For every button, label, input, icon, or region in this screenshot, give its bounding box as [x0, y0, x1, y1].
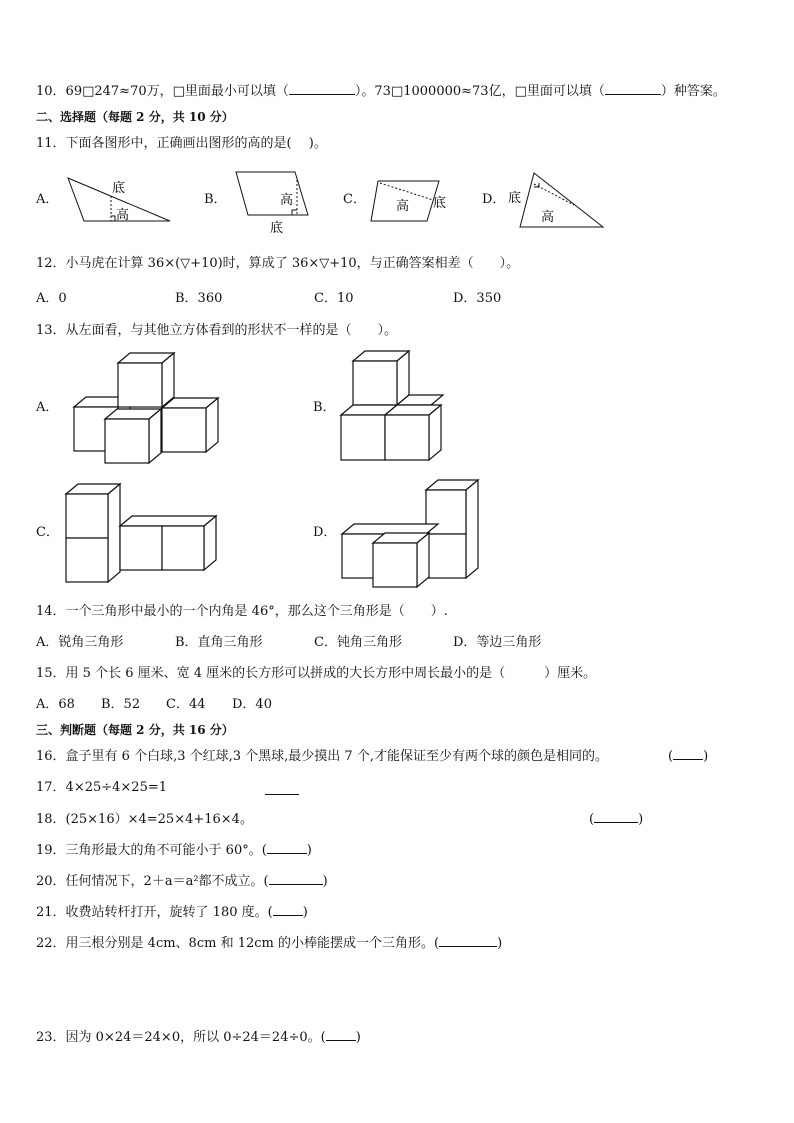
- q21-blank[interactable]: [273, 915, 303, 916]
- q16-blank[interactable]: [673, 759, 703, 760]
- q13-option-b-label[interactable]: B．: [313, 400, 336, 415]
- q18-paren-open: (: [589, 812, 595, 827]
- question-13-stem: 13．从左面看，与其他立方体看到的形状不一样的是（ ）。: [36, 323, 398, 338]
- question-19: [36, 842, 312, 860]
- q14-option-b[interactable]: B．直角三角形: [175, 635, 263, 650]
- q22-blank[interactable]: [439, 946, 497, 947]
- q11-c-gao: 高: [396, 199, 410, 214]
- q16-paren-open: (: [668, 749, 674, 764]
- q14-option-a[interactable]: A．锐角三角形: [36, 635, 124, 650]
- q23-paren-close: ): [355, 1030, 361, 1045]
- q17-answer-blank[interactable]: [265, 780, 299, 795]
- q10-text-b: ）。73□1000000≈73亿，□里面可以填（: [354, 84, 605, 99]
- question-16: 16．盒子里有 6 个白球,3 个红球,3 个黑球,最少摸出 7 个,才能保证至少有两个球的颜色是相同的。: [36, 749, 608, 764]
- q18-blank[interactable]: [594, 822, 638, 823]
- q13-cube-figures: [0, 345, 794, 595]
- q20-blank[interactable]: [269, 884, 323, 885]
- q11-c-di: 底: [433, 196, 447, 211]
- question-12-stem: 12．小马虎在计算 36×(▽+10)时，算成了 36×▽+10，与正确答案相差（ ）。: [36, 256, 520, 271]
- q11-option-a-label[interactable]: A．: [36, 192, 59, 207]
- q10-blank-2[interactable]: [605, 94, 661, 95]
- q13-option-a-label[interactable]: A．: [36, 400, 59, 415]
- question-22: [36, 935, 502, 953]
- q20-text: 20．任何情况下，2＋a＝a²都不成立。(: [36, 874, 269, 889]
- q22-paren-close: ): [497, 936, 503, 951]
- q11-d-gao: 高: [541, 210, 555, 225]
- q10-text-c: ）种答案。: [660, 84, 726, 99]
- q13-option-c-label[interactable]: C．: [36, 525, 59, 540]
- q23-blank[interactable]: [326, 1040, 356, 1041]
- q16-answer-blank[interactable]: [668, 748, 708, 766]
- q22-text: 22．用三根分别是 4cm、8cm 和 12cm 的小棒能摆成一个三角形。(: [36, 936, 440, 951]
- q12-option-d[interactable]: D．350: [453, 291, 502, 306]
- q15-option-a[interactable]: A．68: [36, 697, 75, 712]
- q20-paren-close: ): [322, 874, 328, 889]
- q15-option-d[interactable]: D．40: [232, 697, 272, 712]
- question-23: [36, 1029, 361, 1047]
- q11-option-d-label[interactable]: D．: [482, 192, 506, 207]
- question-15-stem: 15．用 5 个长 6 厘米、宽 4 厘米的长方形可以拼成的大长方形中周长最小的是（ ）厘米。: [36, 666, 597, 681]
- q13-figure-a-cubes: [74, 353, 218, 463]
- q12-option-b[interactable]: B．360: [175, 291, 223, 306]
- q12-option-a[interactable]: A．0: [36, 291, 67, 306]
- q19-paren-close: ): [306, 843, 312, 858]
- question-18: 18．(25×16）×4=25×4+16×4。: [36, 812, 253, 827]
- q11-option-c-label[interactable]: C．: [343, 192, 366, 207]
- section-3-heading: 三、判断题（每题 2 分，共 16 分）: [36, 723, 234, 737]
- q11-d-di: 底: [508, 191, 522, 206]
- q13-figure-b-cubes: [341, 351, 443, 460]
- q19-text: 19．三角形最大的角不可能小于 60°。(: [36, 843, 267, 858]
- q15-option-c[interactable]: C．44: [166, 697, 206, 712]
- question-14-stem: 14．一个三角形中最小的一个内角是 46°，那么这个三角形是（ ）.: [36, 604, 448, 619]
- q13-figure-d-cubes: [342, 480, 478, 587]
- question-10: [36, 83, 726, 101]
- q18-answer-blank[interactable]: [589, 811, 643, 829]
- q12-option-c[interactable]: C．10: [314, 291, 354, 306]
- q19-blank[interactable]: [267, 853, 307, 854]
- q11-b-di: 底: [270, 221, 284, 236]
- q11-figure-b-parallelogram: [236, 172, 308, 215]
- q13-figure-c-cubes: [66, 484, 216, 582]
- q23-text: 23．因为 0×24＝24×0，所以 0÷24＝24÷0。(: [36, 1030, 326, 1045]
- q16-paren-close: ): [703, 749, 709, 764]
- question-21: [36, 904, 308, 922]
- section-2-heading: 二、选择题（每题 2 分，共 10 分）: [36, 110, 234, 124]
- q21-paren-close: ): [302, 905, 308, 920]
- q10-text-a: 10．69□247≈70万，□里面最小可以填（: [36, 84, 289, 99]
- q10-blank-1[interactable]: [289, 94, 355, 95]
- q11-figures: [0, 166, 794, 236]
- q13-option-d-label[interactable]: D．: [313, 525, 337, 540]
- question-11-stem: 11．下面各图形中，正确画出图形的高的是( )。: [36, 136, 327, 151]
- q11-figure-d-triangle: [520, 173, 603, 227]
- question-17: 17．4×25÷4×25=1: [36, 780, 168, 795]
- q14-option-d[interactable]: D．等边三角形: [453, 635, 542, 650]
- q18-paren-close: ): [638, 812, 644, 827]
- q11-a-gao: 高: [116, 208, 130, 223]
- question-20: [36, 873, 328, 891]
- q14-option-c[interactable]: C．钝角三角形: [314, 635, 402, 650]
- q11-option-b-label[interactable]: B．: [204, 192, 227, 207]
- q21-text: 21．收费站转杆打开，旋转了 180 度。(: [36, 905, 273, 920]
- q15-option-b[interactable]: B．52: [101, 697, 141, 712]
- q11-a-di: 底: [112, 181, 126, 196]
- q11-b-gao: 高: [280, 193, 294, 208]
